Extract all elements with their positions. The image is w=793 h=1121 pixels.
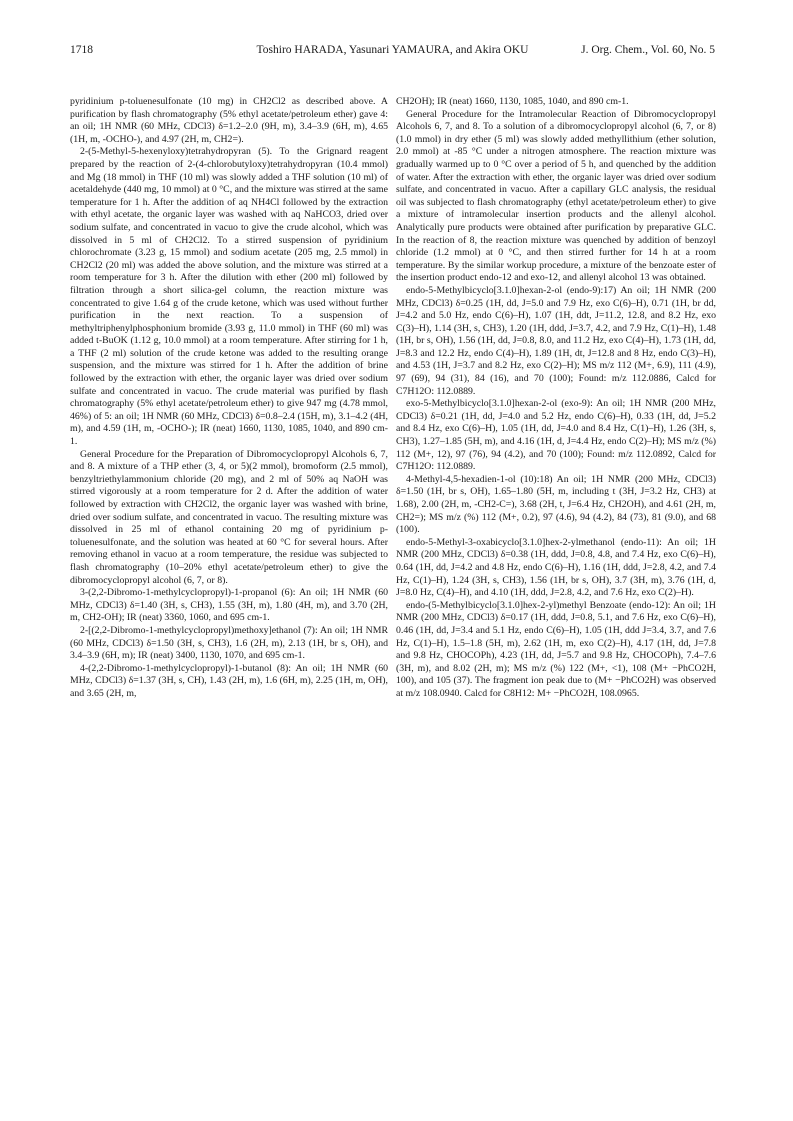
- running-authors: Toshiro HARADA, Yasunari YAMAURA, and Akira OKU: [256, 44, 529, 56]
- right-column: [396, 96, 716, 701]
- paragraph-exo-9: exo-5-Methylbicyclo[3.1.0]hexan-2-ol (exo-9): An oil; 1H NMR (200 MHz, CDCl3) δ=0.21 (1H, dd, J=4.0 and 5.2 Hz, endo C(6)–H), 0.33 (1H, dd, J=5.2 and 8.4 Hz, exo C(6)–H), 1.05 (1H, dd, J=4.0 and 8.4 Hz, C(1)–H), 1.26 (3H, s, CH3), 1.27–1.85 (5H, m), and 4.16 (1H, d, J=4.4 Hz, endo C(2)–H); MS m/z (%) 112 (M+, 12), 97 (76), 94 (4.2), and 70 (100); Found: m/z 112.0892, Calcd for C7H12O: 112.0889.: [396, 398, 716, 473]
- paragraph-endo-12: endo-(5-Methylbicyclo[3.1.0]hex-2-yl)methyl Benzoate (endo-12): An oil; 1H NMR (200 MHz, CDCl3) δ=0.17 (1H, ddd, J=0.8, 5.1, and 7.6 Hz, exo C(6)–H), 0.46 (1H, dd, J=3.4 and 5.1 Hz, endo C(6)–H), 1.05 (1H, ddd J=3.4, 3.7, and 7.6 Hz, C(1)–H), 1.5–1.8 (5H, m), 2.62 (1H, m, exo C(2)–H), 4.17 (1H, dd, J=7.8 and 9.8 Hz, CHOCOPh), 4.23 (1H, dd, J=5.7 and 9.8 Hz, CHOCOPh), 7.4–7.6 (3H, m), and 8.02 (2H, m); MS m/z (%) 122 (M+, <1), 108 (M+ −PhCO2H, 100), and 105 (37). The fragment ion peak due to (M+ −PhCO2H) was observed at m/z 108.0940. Calcd for C8H12: M+ −PhCO2H, 108.0965.: [396, 599, 716, 699]
- paragraph-general-procedure-dibromocyclopropyl: General Procedure for the Preparation of Dibromocyclopropyl Alcohols 6, 7, and 8. A mixture of a THP ether (3, 4, or 5)(2 mmol), bromoform (2.5 mmol), benzyltriethylammonium chloride (20 mg), and 2 ml of 50% aq NaOH was stirred vigorously at a room temperature for 2 d. After the addition of water followed by extraction with CH2Cl2, the organic layer was washed with brine, dried over sodium sulfate, and concentrated in vacuo. The resulting mixture was dissolved in 25 ml of ethanol containing 20 mg of pyridinium p-toluenesulfonate, and the solution was heated at 60 °C for several hours. After removing ethanol in vacuo at a room temperature, the residue was subjected to flash chromatography (10–20% ethyl acetate/petroleum ether) to give the dibromocyclopropyl alcohol (6, 7, or 8).: [70, 448, 388, 586]
- running-header: [70, 44, 715, 60]
- paragraph-compound-8: 4-(2,2-Dibromo-1-methylcyclopropyl)-1-butanol (8): An oil; 1H NMR (60 MHz, CDCl3) δ=1.37 (3H, s, CH), 1.43 (2H, m), 1.6 (6H, m), 2.25 (1H, m, OH), and 3.65 (2H, m,: [70, 662, 388, 699]
- paragraph-endo-9: endo-5-Methylbicyclo[3.1.0]hexan-2-ol (endo-9):17) An oil; 1H NMR (200 MHz, CDCl3) δ=0.25 (1H, dd, J=5.0 and 7.9 Hz, exo C(6)–H), 0.71 (1H, br dd, J=4.2 and 5.0 Hz, endo C(6)–H), 1.07 (1H, ddt, J=11.2, 12.8, and 8.2 Hz, exo C(3)–H), 1.14 (3H, s, CH3), 1.20 (1H, ddd, J=3.7, 4.2, and 7.9 Hz, C(1)–H), 1.48 (1H, br s, OH), 1.56 (1H, dd, J=0.8, 8.0, and 11.2 Hz, exo C(4)–H), 1.73 (1H, dd, J=8.3 and 12.2 Hz, endo C(4)–H), 1.89 (1H, dt, J=12.8 and 8 Hz, endo C(3)–H), and 4.53 (1H, J=3.7 and 8.2 Hz, exo C(2)–H); MS m/z 112 (M+, 6.9), 111 (4.9), 97 (69), 94 (31), 84 (16), and 70 (100); Found: m/z 112.0886, Calcd for C7H12O: 112.0889.: [396, 284, 716, 397]
- page-number: 1718: [70, 44, 93, 56]
- paragraph-general-procedure-intramolecular: General Procedure for the Intramolecular Reaction of Dibromocyclopropyl Alcohols 6, 7, and 8. To a solution of a dibromocyclopropyl alcohol (6, 7, or 8)(1.0 mmol) in dry ether (5 ml) was slowly added methyllithium (ether solution, 2.0 mmol) at -85 °C under a nitrogen atmosphere. The reaction mixture was gradually warmed up to 0 °C over a period of 5 h, and quenched by the addition of water. After the extraction with ether, the organic layer was dried over sodium sulfate, and concentrated in vacuo. After a capillary GLC analysis, the residual oil was subjected to flash chromatography (ethyl acetate/petroleum ether) to give a mixture of intramolecular insertion products and the allenyl alcohol. Analytically pure products were obtained after purification by preparative GLC. In the reaction of 8, the reaction mixture was quenched by addition of benzoyl chloride (1.2 mmol) at 0 °C, and then stirred further for 14 h at a room temperature. By the similar workup procedure, a mixture of the benzoate ester of the insertion product endo-12 and exo-12, and allenyl alcohol 13 was obtained.: [396, 108, 716, 284]
- journal-volume: J. Org. Chem., Vol. 60, No. 5: [581, 44, 715, 56]
- paragraph-compound-10: 4-Methyl-4,5-hexadien-1-ol (10):18) An oil; 1H NMR (200 MHz, CDCl3) δ=1.50 (1H, br s, OH), 1.65–1.80 (5H, m, including t (3H, J=3.2 Hz, CH3) at 1.68), 2.00 (2H, m, -CH2-C=), 3.68 (2H, t, J=6.4 Hz, CH2OH), and 4.61 (2H, m, CH2=); MS m/z (%) 112 (M+, 0.2), 97 (4.6), 94 (4.2), 84 (73), 81 (9.0), and 68 (100).: [396, 473, 716, 536]
- paragraph-compound-8-ir: CH2OH); IR (neat) 1660, 1130, 1085, 1040, and 890 cm-1.: [396, 96, 629, 107]
- paragraph-endo-11: endo-5-Methyl-3-oxabicyclo[3.1.0]hex-2-ylmethanol (endo-11): An oil; 1H NMR (200 MHz, CDCl3) δ=0.38 (1H, ddd, J=0.8, 4.8, and 7.4 Hz, exo C(6)–H), 0.64 (1H, dd, J=4.2 and 4.8 Hz, endo C(6)–H), 1.16 (1H, ddd, J=2.8, 4.2, and 7.4 Hz, C(1)–H), 1.24 (3H, s, CH3), 1.56 (1H, br s, OH), 3.7 (3H, m), 3.76 (1H, d, J=8.0 Hz, C(4)–H), and 4.10 (1H, ddd, J=2.8, 4.2, and 7.6 Hz, exo C(2)–H).: [396, 536, 716, 599]
- paragraph-compound-7: 2-[(2,2-Dibromo-1-methylcyclopropyl)methoxy]ethanol (7): An oil; 1H NMR (60 MHz, CDCl3) δ=1.50 (3H, s, CH3), 1.6 (2H, m), 2.13 (1H, br s, OH), and 3.4–3.9 (6H, m); IR (neat) 3400, 1130, 1070, and 695 cm-1.: [70, 624, 388, 662]
- paragraph-4-nmr-continued: pyridinium p-toluenesulfonate (10 mg) in CH2Cl2 as described above. A purification by flash chromatography (5% ethyl acetate/petroleum ether) gave 4: an oil; 1H NMR (60 MHz, CDCl3) δ=1.2–2.0 (9H, m), 3.4–3.9 (6H, m), 4.65 (1H, m, -OCHO-), and 4.97 (2H, m, CH2=).: [70, 96, 388, 145]
- left-column: [70, 96, 388, 701]
- paragraph-compound-5: 2-(5-Methyl-5-hexenyloxy)tetrahydropyran (5). To the Grignard reagent prepared by the reaction of 2-(4-chlorobutyloxy)tetrahydropyran (10.4 mmol) and Mg (18 mmol) in THF (10 ml) was slowly added a THF solution (10 ml) of acetaldehyde (440 mg, 10 mmol) at 0 °C, and the mixture was stirred at the same temperature for 1 h. After the addition of aq NH4Cl followed by the extraction with ethyl acetate, the organic layer was washed with aq NaHCO3, dried over sodium sulfate, and concentrated in vacuo to give the crude alcohol, which was dissolved in 5 ml of CH2Cl2. To a stirred suspension of pyridinium chlorochromate (3.23 g, 15 mmol) and sodium acetate (205 mg, 2.5 mmol) in CH2Cl2 (20 ml) was added the above solution, and the mixture was stirred at a room temperature for 3 h. After the dilution with ether (200 ml) followed by filtration through a short silica-gel column, the reaction mixture was concentrated to give 1.64 g of the crude ketone, which was used without further purification in the next reaction. To a suspension of methyltriphenylphosphonium bromide (3.93 g, 11.0 mmol) in THF (60 ml) was added t-BuOK (1.12 g, 10.0 mmol) at a room temperature. After stirring for 1 h, a THF (2 ml) solution of the crude ketone was added to the resulting orange suspension, and the mixture was stirred for 1 h. After the addition of brine followed by the extraction with ether, the organic layer was dried over sodium sulfate and concentrated in vacuo. The crude material was purified by flash chromatography (5% ethyl acetate/petroleum ether) to give 947 mg (4.78 mmol, 46%) of 5: an oil; 1H NMR (60 MHz, CDCl3) δ=0.8–2.4 (15H, m), 3.1–4.2 (4H, m), and 4.59 (1H, m, -OCHO-); IR (neat) 1660, 1130, 1085, 1040, and 890 cm-1.: [70, 146, 388, 448]
- paragraph-compound-6: 3-(2,2-Dibromo-1-methylcyclopropyl)-1-propanol (6): An oil; 1H NMR (60 MHz, CDCl3) δ=1.40 (3H, s, CH3), 1.55 (3H, m), 1.80 (4H, m), and 3.70 (2H, m, CH2-OH); IR (neat) 3360, 1060, and 695 cm-1.: [70, 587, 388, 624]
